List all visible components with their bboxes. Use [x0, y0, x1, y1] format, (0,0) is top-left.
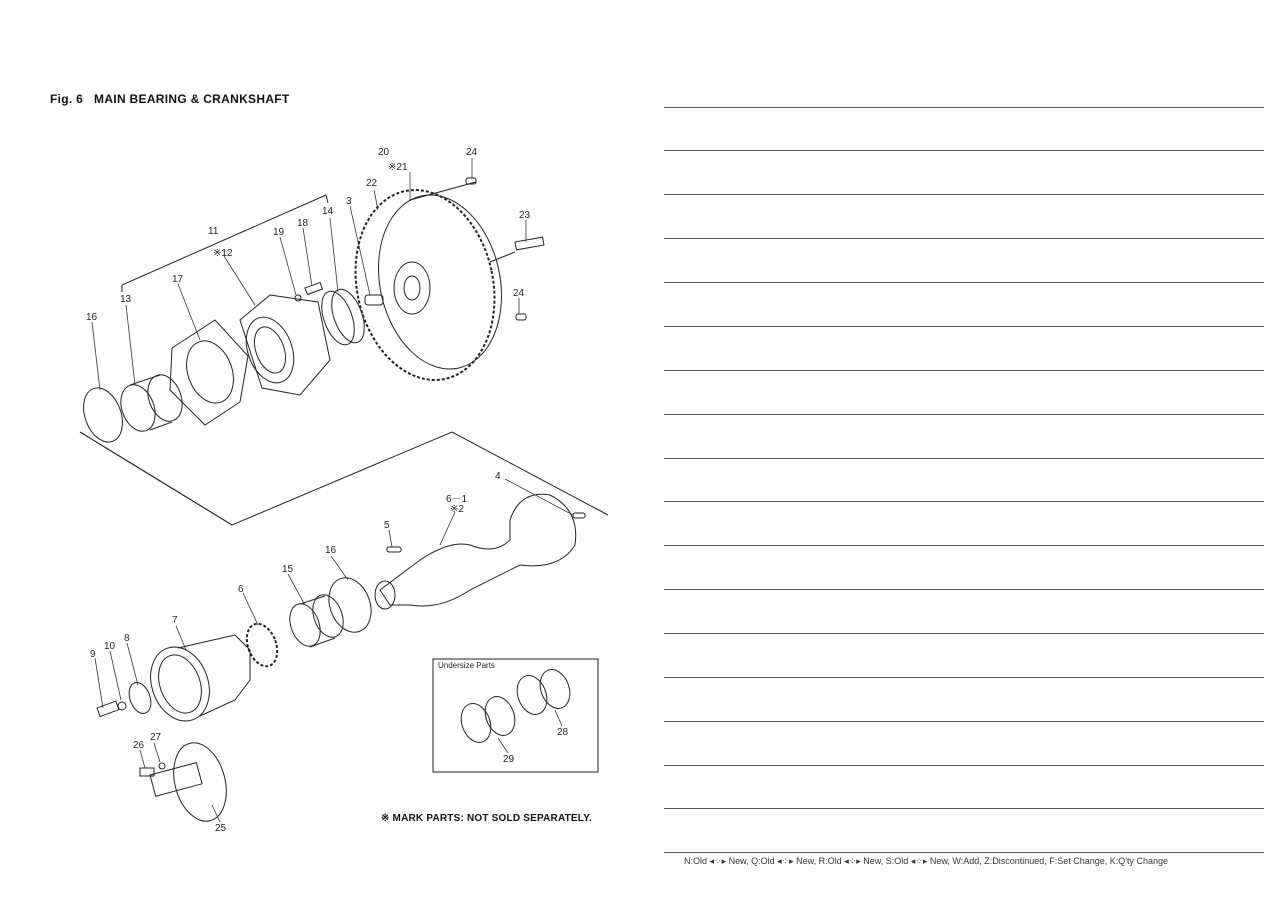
- ruled-line: [664, 677, 1264, 678]
- part-25-flange: [140, 737, 235, 827]
- part-29-bushing-undersize: [456, 692, 520, 746]
- part-27-washer: [159, 763, 165, 769]
- ruled-line: [664, 238, 1264, 239]
- part-6-1-crankshaft: [375, 494, 585, 609]
- callout-6: 6: [238, 584, 244, 595]
- part-19-washer: [295, 295, 301, 301]
- callout-27: 27: [150, 732, 162, 743]
- ruled-line: [664, 414, 1264, 415]
- part-23-bolt: [515, 237, 544, 250]
- callout-9: 9: [90, 649, 96, 660]
- part-7-pulley: [141, 635, 250, 729]
- part-22-flywheel-ring-gear: [339, 177, 517, 393]
- callout-3: 3: [346, 196, 352, 207]
- callout-4: 4: [495, 471, 501, 482]
- ruled-line: [664, 589, 1264, 590]
- callout-7: 7: [172, 615, 178, 626]
- undersize-label: Undersize Parts: [438, 661, 495, 670]
- part-15-bushing: [284, 591, 348, 651]
- part-10-lock-washer: [118, 702, 126, 710]
- figure-label: Fig. 6: [50, 92, 84, 106]
- callout-21: ※21: [388, 162, 408, 173]
- part-9-bolt: [97, 701, 119, 716]
- callout-24-upper: 24: [466, 147, 478, 158]
- callout-12: ※12: [213, 248, 233, 259]
- callout-26: 26: [133, 740, 145, 751]
- callout-15: 15: [282, 564, 294, 575]
- callout-20: 20: [378, 147, 390, 158]
- ruled-line: [664, 852, 1264, 853]
- ruled-line: [664, 633, 1264, 634]
- ruled-notes-area: [664, 0, 1264, 909]
- callout-14: 14: [322, 206, 334, 217]
- ruled-line: [664, 326, 1264, 327]
- ruled-line: [664, 808, 1264, 809]
- figure-name: MAIN BEARING & CRANKSHAFT: [94, 92, 290, 106]
- part-5-key: [387, 547, 401, 552]
- callout-28: 28: [557, 727, 569, 738]
- ruled-line: [664, 282, 1264, 283]
- callout-16-lower: 16: [325, 545, 337, 556]
- ruled-line: [664, 545, 1264, 546]
- ruled-line: [664, 721, 1264, 722]
- ruled-line: [664, 458, 1264, 459]
- part-3-pin: [365, 295, 383, 305]
- ruled-line: [664, 501, 1264, 502]
- part-6-gear: [241, 620, 282, 671]
- part-14-oil-seal: [315, 285, 370, 349]
- part-24-pin-lower: [516, 314, 526, 320]
- not-sold-separately-note: ※ MARK PARTS: NOT SOLD SEPARATELY.: [381, 813, 592, 824]
- callout-23: 23: [519, 210, 531, 221]
- part-13-bushing: [115, 370, 188, 436]
- callout-5: 5: [384, 520, 390, 531]
- callout-6-1: 6－1: [446, 494, 468, 505]
- exploded-parts-diagram: [0, 0, 640, 909]
- callout-16: 16: [86, 312, 98, 323]
- part-4-pin: [573, 513, 585, 518]
- callout-18: 18: [297, 218, 309, 229]
- ruled-line: [664, 107, 1264, 108]
- group-bracket-upper: [122, 195, 328, 285]
- callout-29: 29: [503, 754, 515, 765]
- callout-17: 17: [172, 274, 184, 285]
- callout-19: 19: [273, 227, 285, 238]
- part-8-washer: [125, 680, 155, 717]
- part-18-bolt: [305, 283, 322, 295]
- part-16-circlip: [77, 383, 130, 448]
- callout-13: 13: [120, 294, 132, 305]
- callout-8: 8: [124, 633, 130, 644]
- undersize-parts-box: [433, 659, 598, 772]
- ruled-line: [664, 370, 1264, 371]
- part-16-circlip-lower: [322, 572, 379, 638]
- callout-6-1-mark: ※2: [450, 504, 464, 515]
- callout-10: 10: [104, 641, 116, 652]
- callout-25: 25: [215, 823, 227, 834]
- ruled-line: [664, 150, 1264, 151]
- callout-22: 22: [366, 178, 378, 189]
- assembly-plane: [80, 432, 608, 525]
- ruled-line: [664, 194, 1264, 195]
- change-code-legend: N:Old ◂⁘▸ New, Q:Old ◂⁘▸ New, R:Old ◂⁘▸ New, S:Old ◂⁘▸ New, W:Add, Z:Discontinued, F:Set Change, K:Q'ty Change: [684, 856, 1169, 866]
- part-11-bearing-housing: [238, 295, 330, 395]
- callout-11: 11: [208, 226, 219, 237]
- part-28-bushing-undersize: [512, 665, 575, 718]
- ruled-line: [664, 765, 1264, 766]
- callout-24-lower: 24: [513, 288, 525, 299]
